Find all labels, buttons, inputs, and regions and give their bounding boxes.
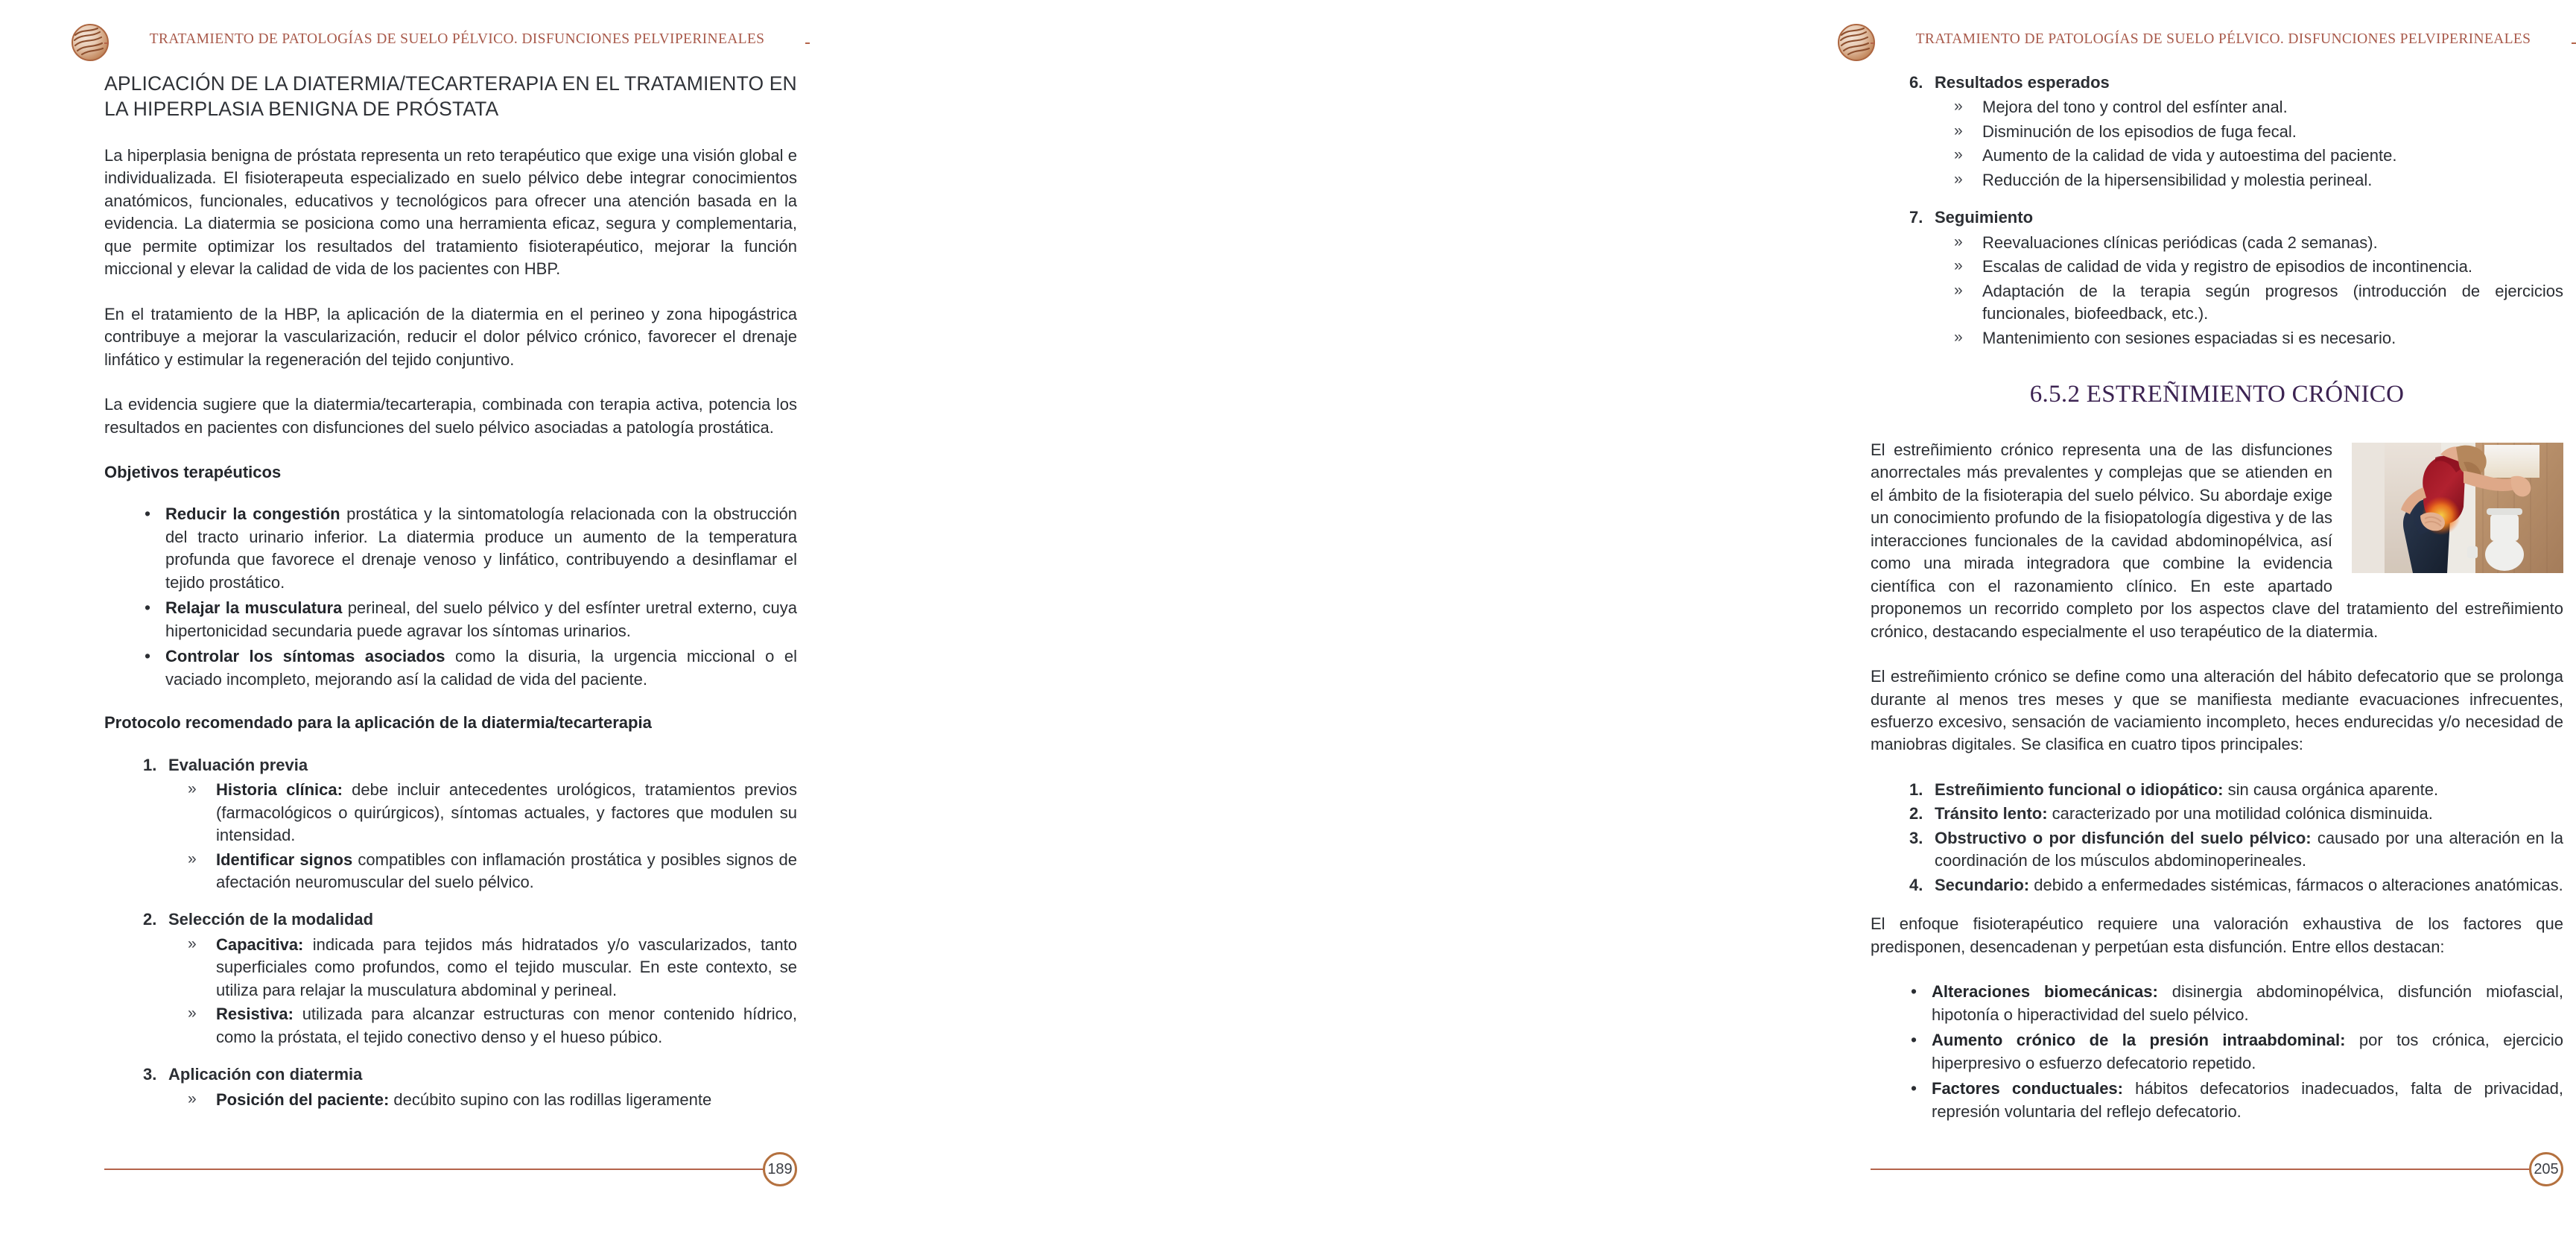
list-item: » Reevaluaciones clínicas periódicas (cada 2 semanas). (1951, 232, 2563, 254)
list-item-text: sin causa orgánica aparente. (2223, 780, 2439, 799)
resultados-items (1935, 96, 2563, 192)
factores-list (1871, 981, 2563, 1123)
left-page (0, 0, 880, 1249)
protocol-step (143, 754, 797, 894)
list-item-text: debe incluir antecedentes urológicos, tratamientos previos (farmacológicos o quirúrgicos), síntomas actuales, y factores que modulen su intensidad. (216, 780, 797, 845)
list-item-text: como la disuria, la urgencia miccional o el vaciado incompleto, mejorando así la calidad de vida del paciente. (165, 647, 798, 689)
list-item-lead: Controlar los síntomas asociados (165, 647, 445, 666)
list-item-lead: Tránsito lento: (1935, 804, 2048, 823)
numbered-section (1909, 72, 2563, 192)
list-item-lead: Posición del paciente: (216, 1090, 390, 1109)
list-item (1909, 1029, 2563, 1075)
paragraph-enfoque-fisioterapeutico: El enfoque fisioterapéutico requiere una valoración exhaustiva de los factores que predisponen, desencadenan y perpetúan esta disfunción. Entre ellos destacan: (1871, 914, 2563, 956)
right-page-content (1871, 72, 2563, 1144)
left-page-content (104, 72, 797, 1128)
paragraph-intro-2: En el tratamiento de la HBP, la aplicación de la diatermia en el perineo y zona hipogástrica contribuye a mejorar la vascularización, reducir el dolor pélvico crónico, favorecer el drenaje linfático y estimular la regeneración del tejido conjuntivo. (104, 304, 797, 369)
list-item-lead: Capacitiva: (216, 935, 304, 954)
running-head-rule (1875, 25, 2572, 60)
paragraph-estrenimiento-2: El estreñimiento crónico se define como una alteración del hábito defecatorio que se prolonga durante al menos tres meses y que se manifiesta mediante evacuaciones infrecuentes, esfuerzo excesivo, sensación de vaciamiento incompleto, heces endurecidas y/o necesidad de maniobras digitales. Se clasifica en cuatro tipos principales: (1871, 667, 2563, 754)
list-item-text: perineal, del suelo pélvico y del esfínter uretral externo, cuya hipertonicidad secundaria puede agravar los síntomas urinarios. (165, 598, 797, 640)
list-item-text: decúbito supino con las rodillas ligeramente (389, 1090, 712, 1109)
list-item-lead: Resistiva: (216, 1005, 294, 1024)
list-item (1909, 827, 2563, 873)
protocol-list (104, 754, 797, 1112)
list-item (1909, 874, 2563, 897)
running-head-title: TRATAMIENTO DE PATOLOGÍAS DE SUELO PÉLVICO. DISFUNCIONES PELVIPERINEALES (1875, 32, 2572, 54)
list-item (185, 1089, 797, 1111)
page-number-badge: 189 (763, 1152, 797, 1186)
list-item: » Mejora del tono y control del esfínter anal. (1951, 96, 2563, 118)
heading-protocolo-recomendado: Protocolo recomendado para la aplicación de la diatermia/tecarterapia (104, 713, 652, 733)
list-item-lead: Historia clínica: (216, 780, 343, 800)
list-item (185, 779, 797, 847)
section-heading: Seguimiento (1935, 208, 2034, 227)
running-head-title: TRATAMIENTO DE PATOLOGÍAS DE SUELO PÉLVICO. DISFUNCIONES PELVIPERINEALES (109, 32, 805, 54)
list-item (185, 1003, 797, 1049)
list-item-lead: Aumento crónico de la presión intraabdominal: (1932, 1031, 2346, 1050)
protocol-step (143, 908, 797, 1049)
protocol-substeps (168, 934, 797, 1049)
protocol-step-title: Evaluación previa (168, 755, 308, 774)
page-footer-left (104, 1152, 797, 1186)
running-head-rule (109, 25, 805, 60)
objectives-list (104, 503, 797, 691)
figure-abdominal-pain-photo (2352, 443, 2563, 573)
running-head-right (1838, 19, 2572, 66)
section-heading: Resultados esperados (1935, 73, 2110, 92)
list-item-text: caracterizado por una motilidad colónica disminuida. (2047, 804, 2433, 823)
protocol-step (143, 1063, 797, 1111)
list-item (185, 934, 797, 1002)
list-item: » Adaptación de la terapia según progresos (introducción de ejercicios funcionales, biofeedback, etc.). (1951, 280, 2563, 326)
list-item-lead: Reducir la congestión (165, 505, 340, 524)
list-item-lead: Obstructivo o por disfunción del suelo pélvico: (1935, 828, 2312, 847)
protocol-step-title: Selección de la modalidad (168, 910, 374, 929)
list-item-text: prostática y la sintomatología relacionada con la obstrucción del tracto urinario inferior. La diatermia produce un aumento de la temperatura profunda que favorece el drenaje venoso y linfático, contribuyendo a desinflamar el tejido prostático. (165, 505, 797, 592)
list-item: » Reducción de la hipersensibilidad y molestia perineal. (1951, 169, 2563, 192)
list-item: » Disminución de los episodios de fuga fecal. (1951, 121, 2563, 143)
list-item-lead: Factores conductuales: (1932, 1079, 2123, 1098)
page-footer-right (1871, 1152, 2563, 1186)
tipos-estrenimiento-list (1871, 779, 2563, 897)
list-item-text: causado por una alteración en la coordinación de los músculos abdominoperineales. (1935, 828, 2564, 870)
list-item: » Aumento de la calidad de vida y autoestima del paciente. (1951, 145, 2563, 167)
list-item-lead: Secundario: (1935, 875, 2030, 894)
list-item (143, 645, 797, 691)
paragraph-estrenimiento-1: El estreñimiento crónico representa una de las disfunciones anorrectales más prevalentes y complejas que se atienden en el ámbito de la fisioterapia del suelo pélvico. Su abordaje exige un conocimiento profundo de la fisiopatología digestiva y de las interacciones funcionales de la cavidad abdominopélvica, así como una mirada integradora que combine la evidencia científica con el razonamiento clínico. En este apartado proponemos un recorrido completo por los aspectos clave del tratamiento del estreñimiento crónico, destacando especialmente el uso terapéutico de la diatermia. (1871, 440, 2563, 641)
list-item-text: disinergia abdominopélvica, disfunción miofascial, hipotonía o hiperactividad del suelo pélvico. (1932, 982, 2563, 1024)
list-item-text: hábitos defecatorios inadecuados, falta de privacidad, represión voluntaria del reflejo defecatorio. (1932, 1079, 2564, 1121)
paragraph-intro-3: La evidencia sugiere que la diatermia/tecarterapia, combinada con terapia activa, potencia los resultados en pacientes con disfunciones del suelo pélvico asociadas a patología prostática. (104, 395, 797, 437)
resultados-section-list (1871, 72, 2563, 350)
list-item-text: indicada para tejidos más hidratados y/o vascularizados, tanto superficiales como profundos, como el tejido muscular. En este contexto, se utiliza para relajar la musculatura abdominal y perineal. (216, 935, 797, 999)
list-item (1909, 803, 2563, 825)
protocol-substeps (168, 1089, 797, 1111)
book-emblem-icon (72, 24, 109, 61)
list-item: » Mantenimiento con sesiones espaciadas si es necesario. (1951, 327, 2563, 350)
page-number-badge: 205 (2529, 1152, 2563, 1186)
running-head-left (72, 19, 805, 66)
list-item-lead: Identificar signos (216, 850, 353, 869)
footer-rule-line (1871, 1169, 2533, 1170)
list-item (143, 503, 797, 594)
protocol-step-title: Aplicación con diatermia (168, 1065, 363, 1084)
list-item (185, 849, 797, 894)
page-title: APLICACIÓN DE LA DIATERMIA/TECARTERAPIA EN EL TRATAMIENTO EN LA HIPERPLASIA BENIGNA DE PRÓSTATA (104, 72, 797, 120)
list-item-lead: Alteraciones biomecánicas: (1932, 982, 2158, 1002)
list-item (1909, 981, 2563, 1026)
list-item-lead: Relajar la musculatura (165, 598, 343, 618)
list-item-lead: Estreñimiento funcional o idiopático: (1935, 780, 2224, 799)
right-page (880, 0, 2564, 1249)
list-item (1909, 1078, 2563, 1123)
list-item-text: por tos crónica, ejercicio hiperpresivo o esfuerzo defecatorio repetido. (1932, 1031, 2564, 1072)
numbered-section (1909, 206, 2563, 350)
list-item (1909, 779, 2563, 801)
paragraph-intro-1: La hiperplasia benigna de próstata representa un reto terapéutico que exige una visión global e individualizada. El fisioterapeuta especializado en suelo pélvico debe integrar conocimientos anatómicos, funcionales, educativos y tecnológicos para ofrecer una atención basada en la evidencia. La diatermia se posiciona como una herramienta eficaz, segura y complementaria, que permite optimizar los resultados del tratamiento fisioterapéutico, mejorar la función miccional y elevar la calidad de vida de los pacientes con HBP. (104, 145, 797, 279)
list-item: » Escalas de calidad de vida y registro de episodios de incontinencia. (1951, 256, 2563, 278)
book-emblem-icon (1838, 24, 1875, 61)
list-item-text: debido a enfermedades sistémicas, fármacos o alteraciones anatómicas. (2029, 875, 2563, 894)
list-item-text: utilizada para alcanzar estructuras con menor contenido hídrico, como la próstata, el tejido conectivo denso y el hueso púbico. (216, 1005, 797, 1046)
heading-objetivos-terapeuticos: Objetivos terapéuticos (104, 462, 282, 481)
seguimiento-items (1935, 232, 2563, 350)
list-item-text: compatibles con inflamación prostática y posibles signos de afectación neuromuscular del suelo pélvico. (216, 850, 797, 891)
footer-rule-line (104, 1169, 767, 1170)
protocol-substeps (168, 779, 797, 894)
list-item (143, 597, 797, 642)
section-title-estrenimiento-cronico: 6.5.2 ESTREÑIMIENTO CRÓNICO (2029, 381, 2405, 408)
